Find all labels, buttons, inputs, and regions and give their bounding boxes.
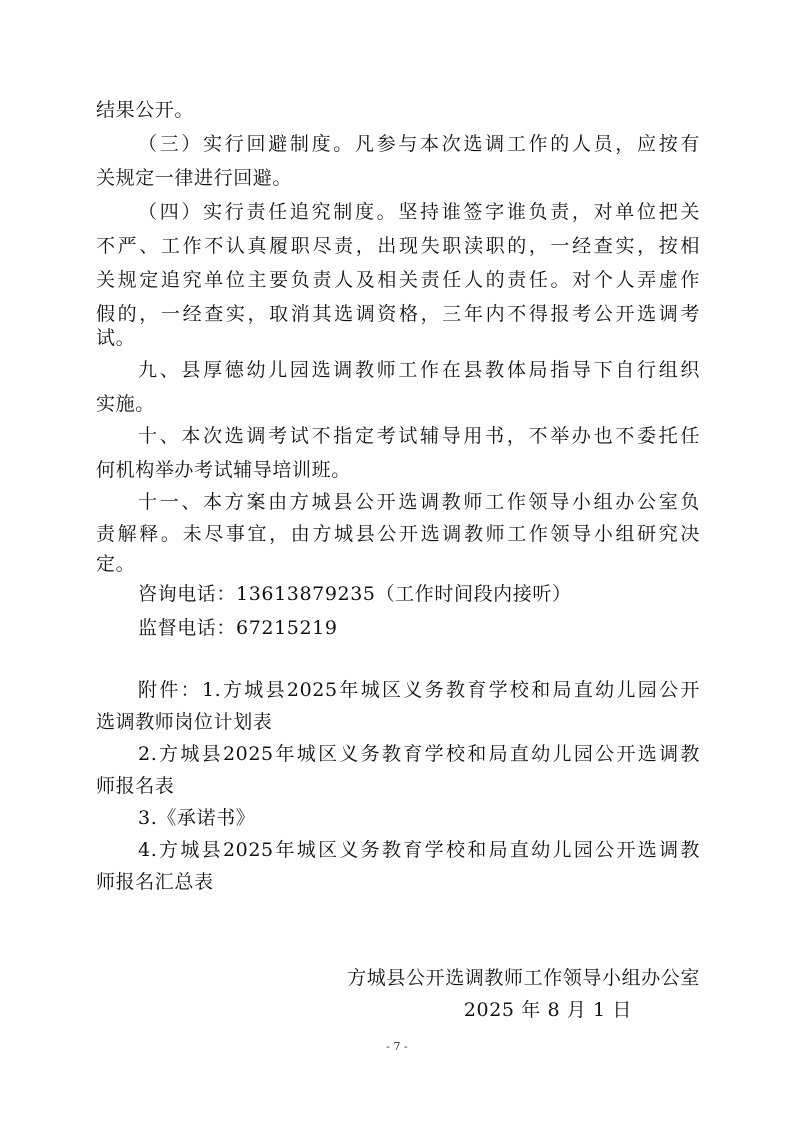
attachment-line: 附件：1.方城县2025年城区义务教育学校和局直幼儿园公开 <box>138 679 700 701</box>
attachment-line: 师报名表 <box>96 775 175 797</box>
paragraph-line: 十、本次选调考试不指定考试辅导用书，不举办也不委托任 <box>138 425 700 447</box>
paragraph-line: 试。 <box>96 327 136 349</box>
paragraph-line: 十一、本方案由方城县公开选调教师工作领导小组办公室负 <box>138 491 700 513</box>
page-number: - 7 - <box>386 1040 408 1053</box>
consult-phone: 咨询电话：13613879235（工作时间段内接听） <box>138 583 572 605</box>
paragraph-line: 不严、工作不认真履职尽责，出现失职渎职的，一经查实，按相 <box>96 235 700 257</box>
paragraph-line: 九、县厚德幼儿园选调教师工作在县教体局指导下自行组织 <box>138 359 700 381</box>
paragraph-line: 实施。 <box>96 393 155 415</box>
paragraph-line: 何机构举办考试辅导培训班。 <box>96 459 351 481</box>
paragraph-line: 关规定一律进行回避。 <box>96 167 293 189</box>
attachment-line: 2.方城县2025年城区义务教育学校和局直幼儿园公开选调教 <box>138 743 700 765</box>
attachment-line: 师报名汇总表 <box>96 871 214 893</box>
paragraph-line: 结果公开。 <box>96 99 195 121</box>
signature-date: 2025 年 8 月 1 日 <box>463 999 632 1021</box>
paragraph-line: 责解释。未尽事宜，由方城县公开选调教师工作领导小组研究决 <box>96 523 700 545</box>
attachment-line: 4.方城县2025年城区义务教育学校和局直幼儿园公开选调教 <box>138 839 700 861</box>
paragraph-line: 关规定追究单位主要负责人及相关责任人的责任。对个人弄虚作 <box>96 269 700 291</box>
paragraph-line: 假的，一经查实，取消其选调资格，三年内不得报考公开选调考 <box>96 303 700 325</box>
signature-org: 方城县公开选调教师工作领导小组办公室 <box>347 967 700 989</box>
attachment-line: 3.《承诺书》 <box>138 807 256 829</box>
attachment-line: 选调教师岗位计划表 <box>96 711 273 733</box>
paragraph-line: 定。 <box>96 553 136 575</box>
paragraph-line: （四）实行责任追究制度。坚持谁签字谁负责，对单位把关 <box>138 201 700 223</box>
paragraph-line: （三）实行回避制度。凡参与本次选调工作的人员，应按有 <box>138 133 700 155</box>
supervise-phone: 监督电话：67215219 <box>138 617 338 639</box>
